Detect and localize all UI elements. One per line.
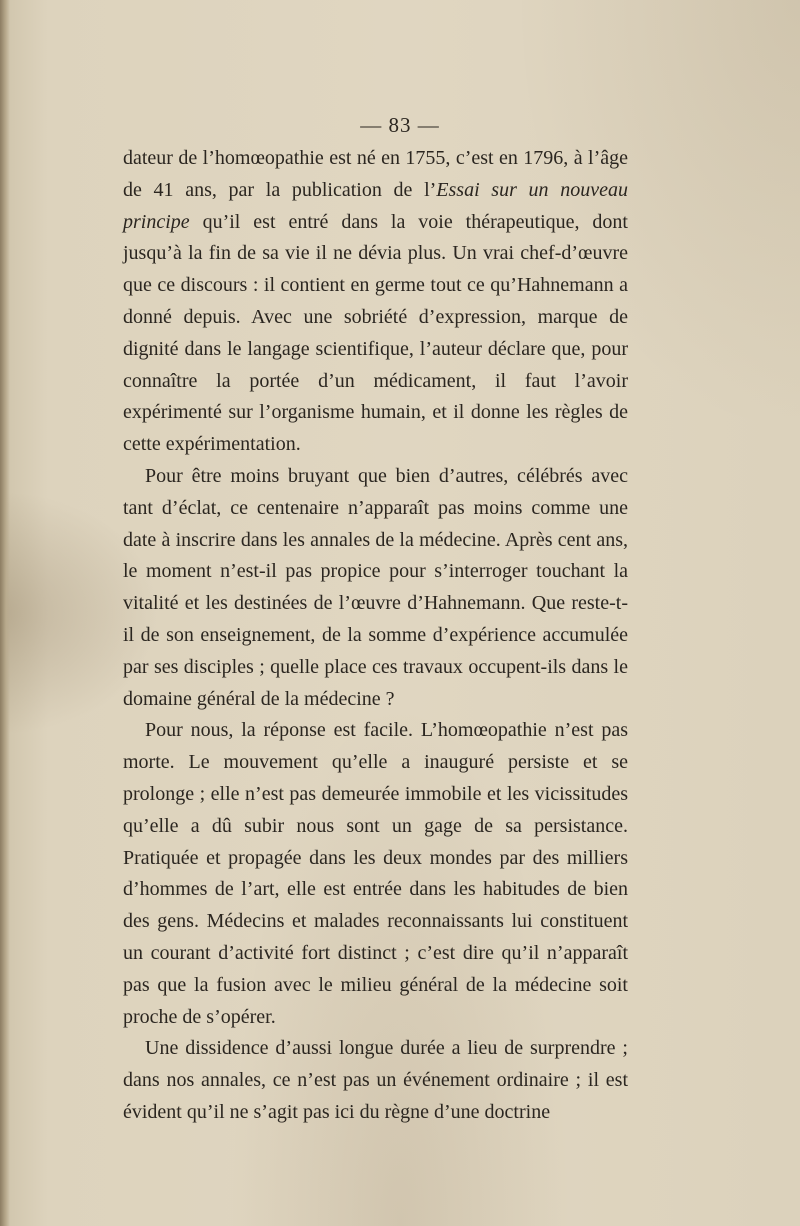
- book-title-italic: Essai sur un nouveau principe: [123, 178, 628, 233]
- text-run: Pour être moins bruyant que bien d’autres, célébrés avec tant d’éclat, ce centenaire n’apparaît pas moins comme une date à inscrire dans les annales de la médecine. Après cent ans, le moment n’est-il pas propice pour s’interroger touchant la vitalité et les destinées de l’œuvre d’Hahnemann. Que reste-t-il de son enseignement, de la somme d’expérience accumulée par ses disciples ; quelle place ces travaux occupent-ils dans le domaine général de la médecine ?: [123, 464, 628, 710]
- paragraph-3: [123, 715, 628, 1033]
- text-run: Une dissidence d’aussi longue durée a lieu de surprendre ; dans nos annales, ce n’est pas un événement ordinaire ; il est évident qu’il ne s’agit pas ici du règne d’une doctrine: [123, 1037, 628, 1123]
- paragraph-2: [123, 461, 628, 715]
- paragraph-4: [123, 1033, 628, 1128]
- text-run: Pour nous, la réponse est facile. L’homœopathie n’est pas morte. Le mouvement qu’elle a inauguré persiste et se prolonge ; elle n’est pas demeurée immobile et les vicissitudes qu’elle a dû subir nous sont un gage de sa persistance. Pratiquée et propagée dans les deux mondes par des milliers d’hommes de l’art, elle est entrée dans les habitudes de bien des gens. Médecins et malades reconnaissants lui constituent un courant d’activité fort distinct ; c’est dire qu’il n’apparaît pas que la fusion avec le milieu général de la médecine soit proche de s’opérer.: [123, 719, 628, 1028]
- page-spine-edge: [0, 0, 10, 1226]
- text-run: dateur de l’homœopathie est né en 1755, c’est en 1796, à l’âge de 41 ans, par la publication de l’: [123, 147, 628, 201]
- body-text: [123, 143, 628, 1129]
- text-run: qu’il est entré dans la voie thérapeutique, dont jusqu’à la fin de sa vie il ne dévia plus. Un vrai chef-d’œuvre que ce discours : il contient en germe tout ce qu’Hahnemann a donné depuis. Avec une sobriété d’expression, marque de dignité dans le langage scientifique, l’auteur déclare que, pour connaître la portée d’un médicament, il faut l’avoir expérimenté sur l’organisme humain, et il donne les règles de cette expérimentation.: [123, 210, 628, 456]
- page-number: — 83 —: [360, 113, 440, 137]
- paragraph-1: [123, 143, 628, 461]
